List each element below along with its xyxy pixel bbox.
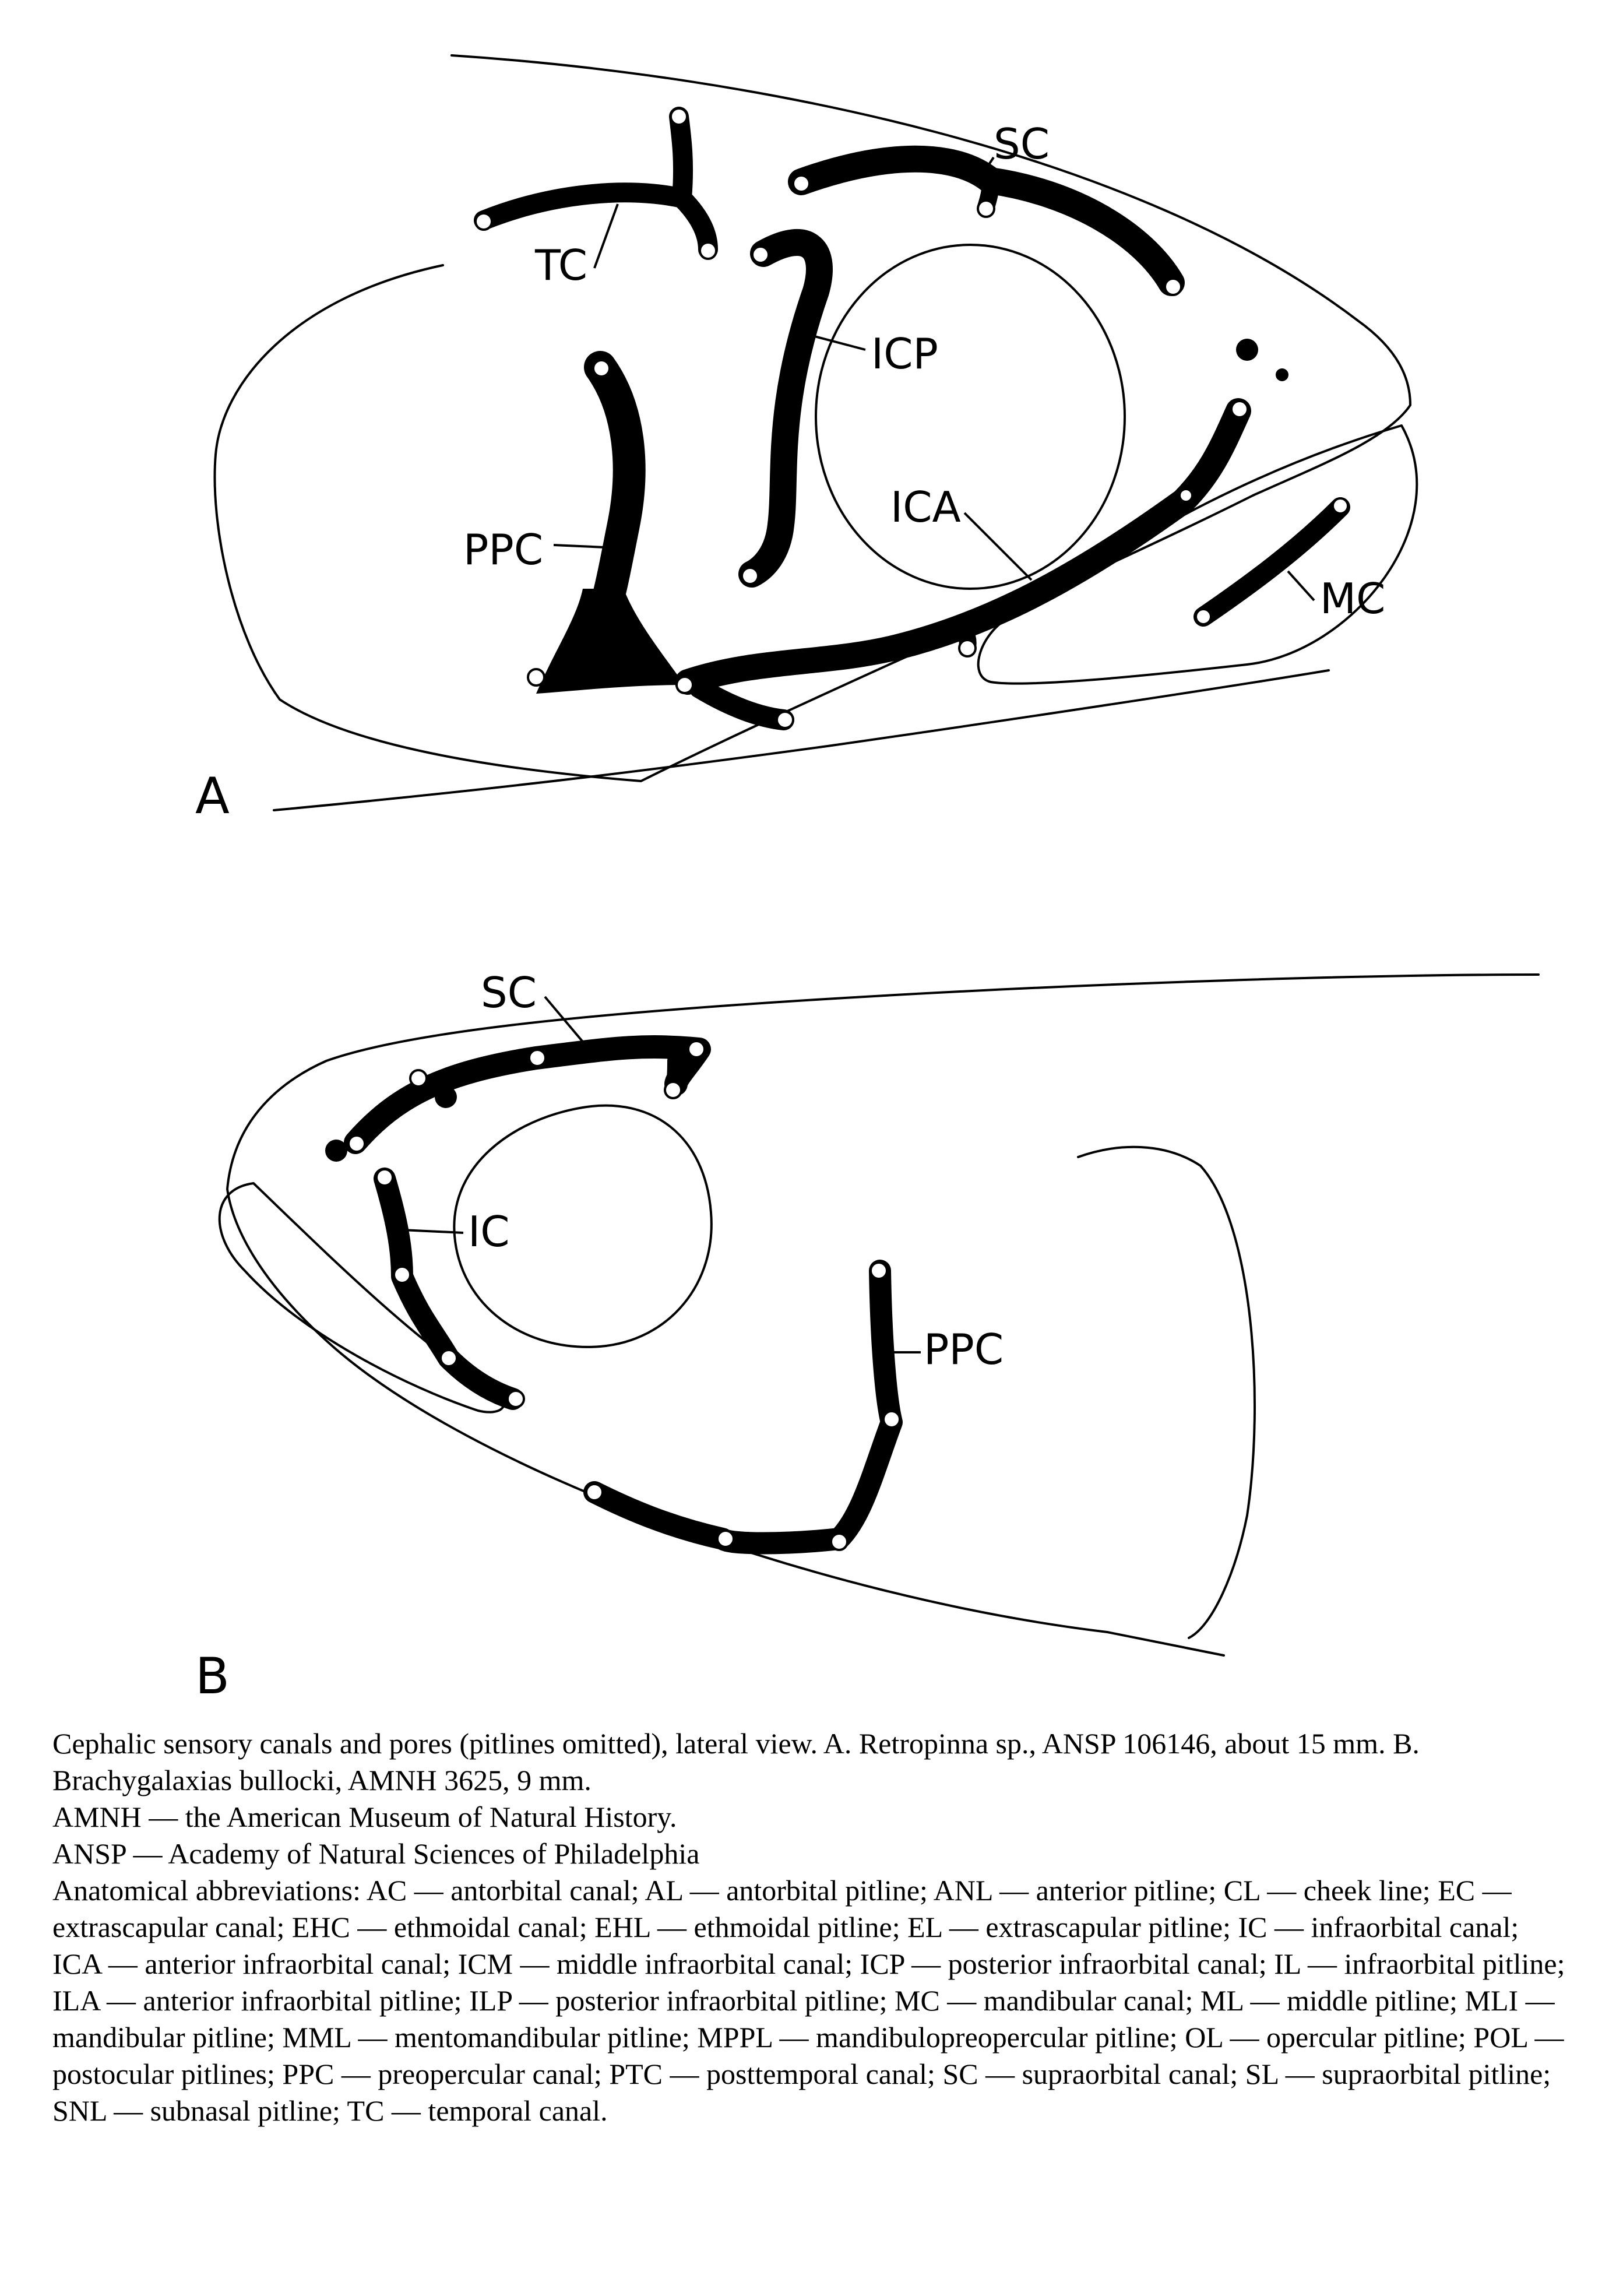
panel-label-b: B (195, 1647, 230, 1706)
pore-b-sc-1 (348, 1135, 365, 1152)
pore-a-mc-2 (1333, 498, 1348, 514)
pore-a-sc-1 (793, 175, 809, 192)
pore-b-ppc-2 (883, 1411, 900, 1427)
pore-a-ica-2 (777, 712, 793, 728)
pore-a-sc-2 (978, 201, 994, 217)
leader-a-icp (810, 335, 865, 350)
supraorbital-canal-a (793, 159, 1181, 295)
pore-a-ppc-2 (528, 669, 544, 685)
panel-b (195, 968, 1538, 1706)
pore-b-ic-3 (441, 1350, 457, 1366)
pore-a-tc-3 (700, 242, 716, 259)
label-b-ic: IC (468, 1207, 510, 1256)
pore-b-ic-4 (508, 1391, 524, 1407)
label-a-tc: TC (535, 241, 588, 290)
opercle-b (1078, 1147, 1255, 1638)
pore-a-sc-3 (1165, 279, 1181, 295)
caption-line-4: Anatomical abbreviations: AC — antorbital canal; AL — antorbital pitline; ANL — anterior pitline; CL — cheek line; EC — extrascapular canal; EHC — ethmoidal canal; EHL — ethmoidal pitline; EL — extrascapular pitline; IC — infraorbital canal; ICA — anterior infraorbital canal; ICM — middle infraorbital canal; ICP — posterior infraorbital canal; IL — infraorbital pitline; ILA — anterior infraorbital pitline; ILP — posterior infraorbital pitline; MC — mandibular canal; ML — middle pitline; MLI — mandibular pitline; MML — mentomandibular pitline; MPPL — mandibulopreopercular pitline; OL — opercular pitline; POL — postocular pitlines; PPC — preopercular canal; PTC — posttemporal canal; SC — supraorbital canal; SL — supraorbital pitline; SNL — subnasal pitline; TC — temporal canal. (52, 1874, 1565, 2127)
pore-b-sc-3 (529, 1050, 545, 1066)
leader-a-tc (594, 204, 618, 268)
pore-b-ic-2 (394, 1267, 410, 1283)
pore-a-tc-2 (671, 108, 687, 125)
label-b-ppc: PPC (924, 1325, 1004, 1374)
caption-line-3: ANSP — Academy of Natural Sciences of Philadelphia (52, 1837, 700, 1870)
label-a-icp: ICP (871, 329, 938, 378)
pore-b-sc-4 (688, 1041, 705, 1057)
label-a-mc: MC (1320, 574, 1386, 623)
pore-a-ica-4 (1231, 401, 1248, 417)
panel-label-a: A (195, 767, 230, 825)
temporal-canal-a (476, 108, 716, 259)
pore-b-sc-2 (410, 1070, 427, 1087)
nostril-a-2 (1276, 368, 1288, 381)
pore-b-ppc-4 (717, 1531, 734, 1547)
preopercular-canal-a (528, 360, 685, 694)
infraorbital-canal-b (376, 1169, 524, 1407)
label-a-ppc: PPC (463, 525, 544, 574)
caption-line-2: AMNH — the American Museum of Natural History. (52, 1801, 677, 1833)
label-b-sc: SC (481, 968, 537, 1017)
label-a-ica: ICA (890, 483, 961, 532)
pore-a-ica-3 (959, 640, 976, 656)
pore-a-icp-2 (742, 568, 758, 584)
supraorbital-canal-b (348, 1041, 705, 1152)
pore-b-ppc-1 (871, 1263, 887, 1279)
pore-b-ic-1 (376, 1169, 393, 1186)
pore-a-ica-5 (1180, 489, 1192, 502)
pore-a-icp-1 (752, 247, 769, 263)
figure-caption (52, 1725, 1568, 2129)
pore-a-ppc-1 (593, 360, 610, 377)
posterior-infraorbital-canal-a (742, 242, 819, 584)
pore-b-sc-5 (665, 1082, 681, 1098)
caption-line-1: Cephalic sensory canals and pores (pitlines omitted), lateral view. A. Retropinna sp., ANSP 106146, about 15 mm. B. Brachygalaxias bullocki, AMNH 3625, 9 mm. (52, 1727, 1420, 1796)
pore-a-tc-1 (476, 213, 492, 230)
panel-a (195, 55, 1417, 825)
pore-a-ica-1 (677, 677, 693, 693)
label-a-sc: SC (994, 119, 1050, 168)
body-line-a (274, 670, 1329, 810)
pore-b-ppc-5 (586, 1484, 603, 1500)
preopercular-canal-b (586, 1263, 900, 1550)
nostril-a-1 (1236, 339, 1258, 361)
pore-a-mc-1 (1196, 609, 1211, 624)
leader-a-ica (964, 513, 1031, 580)
orbit-a (816, 245, 1125, 589)
pore-b-ppc-3 (831, 1534, 847, 1550)
leader-a-mc (1288, 571, 1314, 600)
